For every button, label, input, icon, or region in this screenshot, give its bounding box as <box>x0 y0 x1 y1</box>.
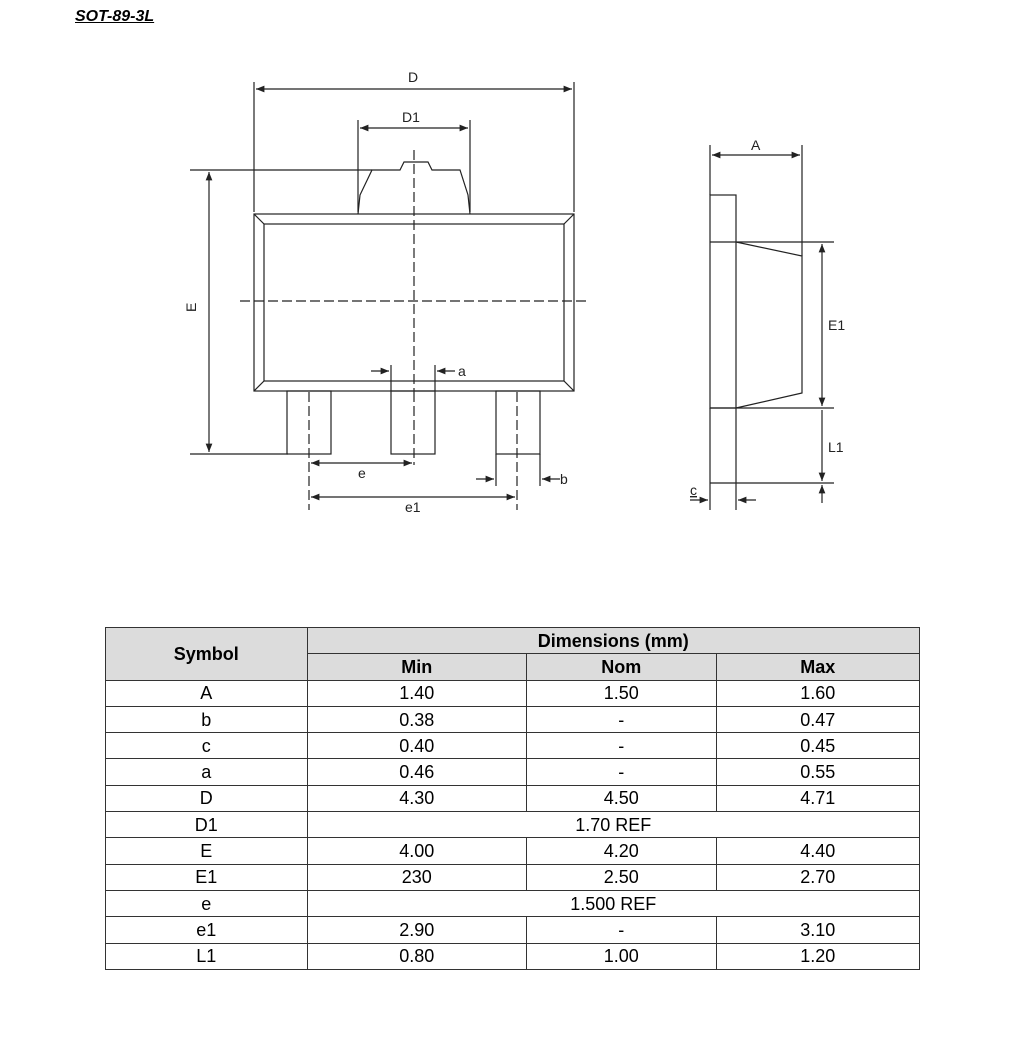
table-row <box>106 838 920 864</box>
table-row <box>106 917 920 943</box>
symbol-cell: b <box>106 706 308 732</box>
table-body <box>106 680 920 969</box>
max-cell: 3.10 <box>716 917 919 943</box>
dim-label-E1: E1 <box>828 317 846 333</box>
max-cell: 0.47 <box>716 706 919 732</box>
nom-cell: - <box>526 733 716 759</box>
nom-cell: - <box>526 759 716 785</box>
merged-value-cell: 1.70 REF <box>307 812 919 838</box>
page-title: SOT-89-3L <box>75 8 155 25</box>
min-cell: 4.00 <box>307 838 526 864</box>
symbol-cell: e <box>106 890 308 916</box>
dim-label-e: e <box>358 465 366 481</box>
min-cell: 1.40 <box>307 680 526 706</box>
nom-cell: - <box>526 917 716 943</box>
min-cell: 230 <box>307 864 526 890</box>
package-body-inner <box>264 224 564 381</box>
table-row <box>106 706 920 732</box>
side-lead <box>710 195 736 408</box>
symbol-cell: e1 <box>106 917 308 943</box>
table-row <box>106 733 920 759</box>
symbol-cell: c <box>106 733 308 759</box>
dim-label-A: A <box>751 137 761 153</box>
max-header: Max <box>716 654 919 680</box>
table-row <box>106 812 920 838</box>
min-cell: 0.40 <box>307 733 526 759</box>
symbol-cell: L1 <box>106 943 308 969</box>
min-cell: 0.38 <box>307 706 526 732</box>
dim-label-c: c <box>690 482 697 498</box>
dimensions-group-header: Dimensions (mm) <box>307 628 919 654</box>
symbol-cell: A <box>106 680 308 706</box>
min-cell: 0.46 <box>307 759 526 785</box>
dimensions-table <box>105 627 920 970</box>
dim-label-D: D <box>408 69 419 85</box>
lead-right <box>496 391 540 454</box>
table-row <box>106 890 920 916</box>
side-body <box>736 242 802 408</box>
symbol-cell: E <box>106 838 308 864</box>
nom-cell: 4.50 <box>526 785 716 811</box>
nom-cell: - <box>526 706 716 732</box>
table-row <box>106 785 920 811</box>
merged-value-cell: 1.500 REF <box>307 890 919 916</box>
symbol-cell: D <box>106 785 308 811</box>
max-cell: 0.45 <box>716 733 919 759</box>
dim-label-D1: D1 <box>402 109 420 125</box>
max-cell: 4.40 <box>716 838 919 864</box>
symbol-cell: a <box>106 759 308 785</box>
max-cell: 1.60 <box>716 680 919 706</box>
table-row <box>106 864 920 890</box>
min-cell: 0.80 <box>307 943 526 969</box>
max-cell: 4.71 <box>716 785 919 811</box>
symbol-cell: E1 <box>106 864 308 890</box>
dim-label-b: b <box>560 471 568 487</box>
nom-cell: 4.20 <box>526 838 716 864</box>
nom-cell: 1.00 <box>526 943 716 969</box>
dim-label-E: E <box>183 302 199 312</box>
dim-label-e1: e1 <box>405 499 421 515</box>
table-row <box>106 680 920 706</box>
max-cell: 1.20 <box>716 943 919 969</box>
max-cell: 2.70 <box>716 864 919 890</box>
table-row <box>106 759 920 785</box>
max-cell: 0.55 <box>716 759 919 785</box>
table-row <box>106 943 920 969</box>
nom-cell: 2.50 <box>526 864 716 890</box>
dim-label-a: a <box>458 363 466 379</box>
symbol-header: Symbol <box>106 628 308 681</box>
nom-header: Nom <box>526 654 716 680</box>
dim-label-L1: L1 <box>828 439 844 455</box>
min-cell: 2.90 <box>307 917 526 943</box>
min-header: Min <box>307 654 526 680</box>
symbol-cell: D1 <box>106 812 308 838</box>
lead-middle <box>391 391 435 454</box>
min-cell: 4.30 <box>307 785 526 811</box>
nom-cell: 1.50 <box>526 680 716 706</box>
